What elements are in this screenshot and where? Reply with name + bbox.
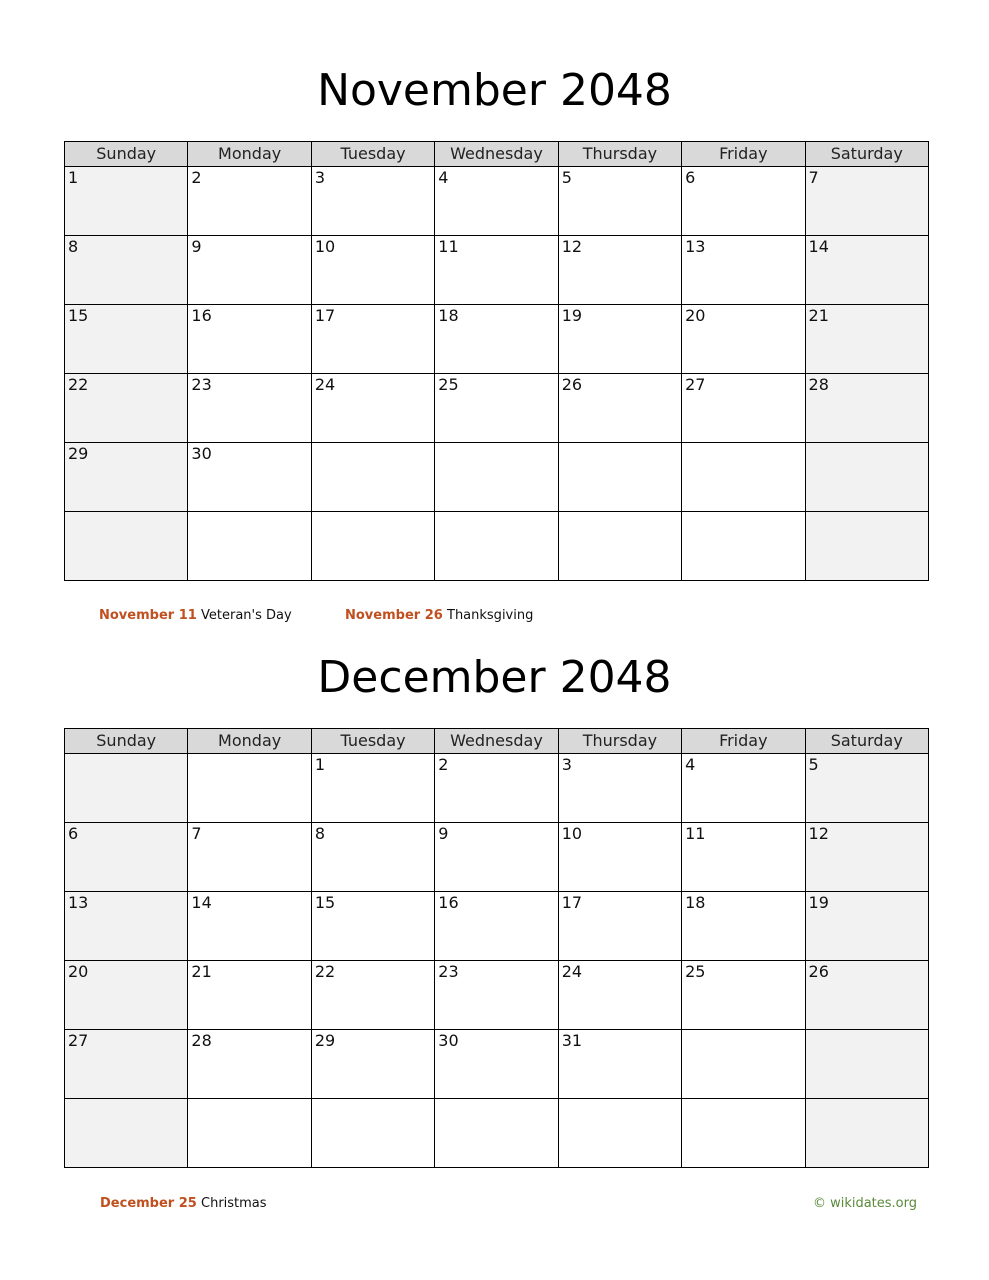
day-cell: 4 xyxy=(435,167,558,236)
day-cell: 29 xyxy=(65,443,188,512)
day-cell: 27 xyxy=(682,374,805,443)
day-cell: 29 xyxy=(311,1030,434,1099)
weekday-header: Thursday xyxy=(558,729,681,754)
calendar-grid xyxy=(64,141,929,581)
holiday-date: November 11 xyxy=(99,608,197,623)
day-cell: 13 xyxy=(682,236,805,305)
day-cell: 7 xyxy=(805,167,928,236)
day-cell: 19 xyxy=(805,892,928,961)
holiday-date: December 25 xyxy=(100,1196,197,1211)
day-cell: 16 xyxy=(435,892,558,961)
day-cell: 4 xyxy=(682,754,805,823)
day-cell: 2 xyxy=(188,167,311,236)
weekday-header: Monday xyxy=(188,142,311,167)
holiday-list xyxy=(0,606,989,626)
weekday-header-row xyxy=(65,729,929,754)
day-cell xyxy=(311,1099,434,1168)
day-cell: 22 xyxy=(311,961,434,1030)
day-cell xyxy=(682,1099,805,1168)
day-cell xyxy=(558,443,681,512)
day-cell xyxy=(435,1099,558,1168)
day-cell: 25 xyxy=(682,961,805,1030)
weekday-header: Wednesday xyxy=(435,729,558,754)
day-cell: 9 xyxy=(435,823,558,892)
week-row xyxy=(65,961,929,1030)
day-cell: 22 xyxy=(65,374,188,443)
day-cell xyxy=(435,443,558,512)
day-cell: 12 xyxy=(805,823,928,892)
weekday-header: Sunday xyxy=(65,142,188,167)
day-cell: 5 xyxy=(805,754,928,823)
day-cell: 6 xyxy=(682,167,805,236)
holiday-name: Christmas xyxy=(201,1196,267,1211)
day-cell: 28 xyxy=(805,374,928,443)
week-row xyxy=(65,305,929,374)
day-cell: 5 xyxy=(558,167,681,236)
day-cell: 1 xyxy=(65,167,188,236)
day-cell xyxy=(311,512,434,581)
day-cell: 12 xyxy=(558,236,681,305)
week-row xyxy=(65,236,929,305)
day-cell: 19 xyxy=(558,305,681,374)
day-cell: 11 xyxy=(682,823,805,892)
day-cell: 8 xyxy=(65,236,188,305)
day-cell xyxy=(65,512,188,581)
week-row xyxy=(65,167,929,236)
day-cell: 15 xyxy=(65,305,188,374)
day-cell xyxy=(311,443,434,512)
day-cell xyxy=(558,512,681,581)
day-cell: 18 xyxy=(435,305,558,374)
day-cell: 20 xyxy=(682,305,805,374)
holiday-name: Veteran's Day xyxy=(201,608,292,623)
calendar-grid xyxy=(64,728,929,1168)
day-cell xyxy=(188,512,311,581)
day-cell: 30 xyxy=(435,1030,558,1099)
day-cell xyxy=(805,1030,928,1099)
weekday-header-row xyxy=(65,142,929,167)
day-cell: 13 xyxy=(65,892,188,961)
weekday-header: Tuesday xyxy=(311,142,434,167)
day-cell: 3 xyxy=(311,167,434,236)
weekday-header: Thursday xyxy=(558,142,681,167)
week-row xyxy=(65,512,929,581)
day-cell xyxy=(435,512,558,581)
weekday-header: Tuesday xyxy=(311,729,434,754)
day-cell: 10 xyxy=(311,236,434,305)
day-cell: 17 xyxy=(311,305,434,374)
weekday-header: Friday xyxy=(682,729,805,754)
day-cell: 10 xyxy=(558,823,681,892)
day-cell xyxy=(188,1099,311,1168)
week-row xyxy=(65,754,929,823)
footer-credit: © wikidates.org xyxy=(812,1196,917,1211)
weekday-header: Monday xyxy=(188,729,311,754)
day-cell: 1 xyxy=(311,754,434,823)
day-cell: 26 xyxy=(805,961,928,1030)
day-cell xyxy=(805,512,928,581)
day-cell: 11 xyxy=(435,236,558,305)
day-cell: 9 xyxy=(188,236,311,305)
day-cell: 20 xyxy=(65,961,188,1030)
day-cell: 28 xyxy=(188,1030,311,1099)
week-row xyxy=(65,892,929,961)
day-cell: 8 xyxy=(311,823,434,892)
week-row xyxy=(65,443,929,512)
day-cell xyxy=(558,1099,681,1168)
day-cell xyxy=(805,443,928,512)
day-cell: 30 xyxy=(188,443,311,512)
weekday-header: Wednesday xyxy=(435,142,558,167)
day-cell xyxy=(65,1099,188,1168)
day-cell xyxy=(805,1099,928,1168)
day-cell xyxy=(65,754,188,823)
day-cell: 14 xyxy=(805,236,928,305)
day-cell: 24 xyxy=(311,374,434,443)
day-cell: 3 xyxy=(558,754,681,823)
day-cell: 15 xyxy=(311,892,434,961)
week-row xyxy=(65,374,929,443)
week-row xyxy=(65,1030,929,1099)
day-cell: 23 xyxy=(188,374,311,443)
month-title: December 2048 xyxy=(317,652,672,703)
day-cell: 18 xyxy=(682,892,805,961)
day-cell xyxy=(682,1030,805,1099)
day-cell: 27 xyxy=(65,1030,188,1099)
week-row xyxy=(65,1099,929,1168)
weekday-header: Saturday xyxy=(805,729,928,754)
day-cell: 21 xyxy=(188,961,311,1030)
day-cell: 23 xyxy=(435,961,558,1030)
holiday-name: Thanksgiving xyxy=(447,608,534,623)
day-cell xyxy=(682,512,805,581)
day-cell: 31 xyxy=(558,1030,681,1099)
day-cell: 17 xyxy=(558,892,681,961)
holiday-date: November 26 xyxy=(345,608,443,623)
day-cell xyxy=(188,754,311,823)
day-cell: 6 xyxy=(65,823,188,892)
day-cell: 24 xyxy=(558,961,681,1030)
weekday-header: Friday xyxy=(682,142,805,167)
week-row xyxy=(65,823,929,892)
weekday-header: Sunday xyxy=(65,729,188,754)
day-cell: 25 xyxy=(435,374,558,443)
day-cell xyxy=(682,443,805,512)
day-cell: 2 xyxy=(435,754,558,823)
day-cell: 14 xyxy=(188,892,311,961)
day-cell: 26 xyxy=(558,374,681,443)
day-cell: 7 xyxy=(188,823,311,892)
weekday-header: Saturday xyxy=(805,142,928,167)
day-cell: 21 xyxy=(805,305,928,374)
month-title: November 2048 xyxy=(317,65,672,116)
day-cell: 16 xyxy=(188,305,311,374)
